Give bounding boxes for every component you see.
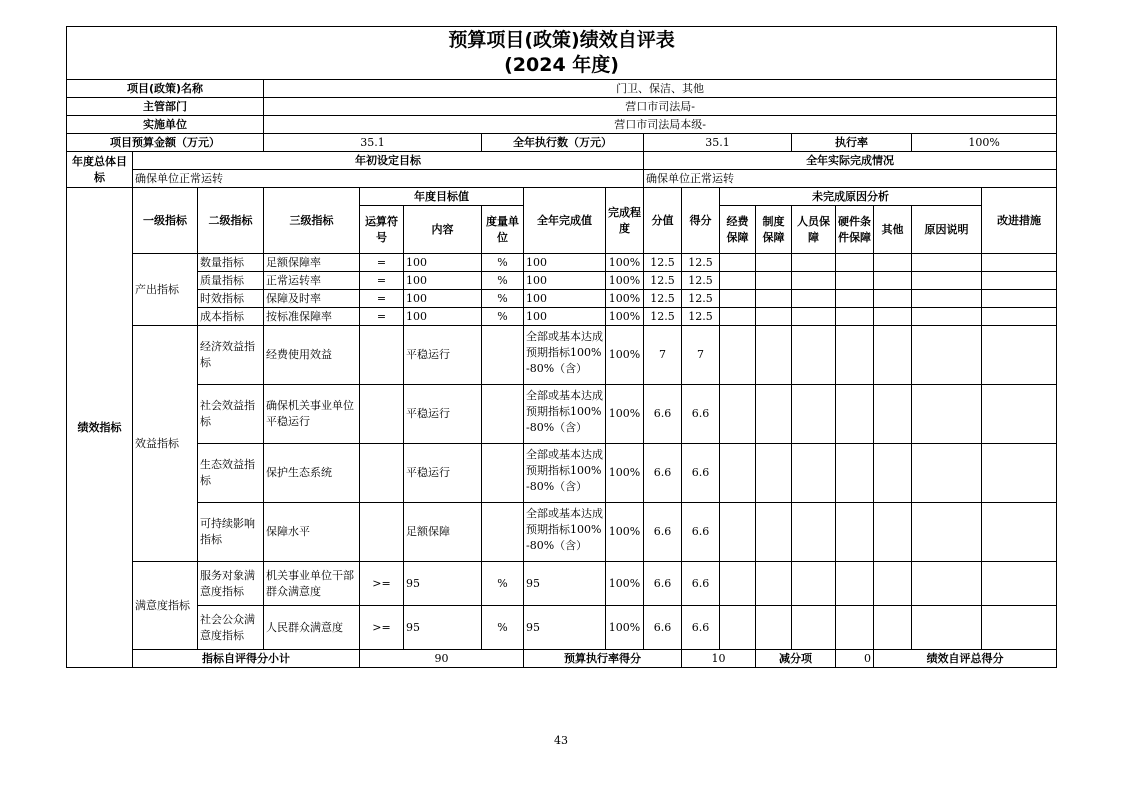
improve-cell: [982, 308, 1057, 326]
r-system-cell: [756, 254, 792, 272]
op-cell: [360, 385, 404, 444]
table-row: [67, 562, 1057, 606]
unit-cell: %: [482, 606, 524, 650]
r-funds-cell: [720, 503, 756, 562]
impl-label: 实施单位: [67, 116, 264, 134]
header-annual-target: 年度目标值: [360, 188, 524, 206]
r-explain-cell: [912, 254, 982, 272]
level3-cell: 机关事业单位干部群众满意度: [264, 562, 360, 606]
score-cell: 6.6: [682, 503, 720, 562]
level3-cell: 保障水平: [264, 503, 360, 562]
degree-cell: 100%: [606, 562, 644, 606]
unit-cell: %: [482, 254, 524, 272]
improve-cell: [982, 562, 1057, 606]
r-hardware-cell: [836, 503, 874, 562]
r-hardware-cell: [836, 444, 874, 503]
score-cell: 12.5: [682, 254, 720, 272]
score-cell: 6.6: [682, 562, 720, 606]
budget-score-value: 10: [682, 650, 756, 668]
header-completed: 全年完成值: [524, 188, 606, 254]
weight-cell: 6.6: [644, 444, 682, 503]
header-r-system: 制度保障: [756, 206, 792, 254]
title-line-1: 预算项目(政策)绩效自评表: [448, 29, 675, 51]
content-cell: 100: [404, 272, 482, 290]
table-row: [67, 385, 1057, 444]
initial-goal-text: 确保单位正常运转: [133, 170, 644, 188]
improve-cell: [982, 326, 1057, 385]
deduct-value: 0: [836, 650, 874, 668]
completed-cell-text: 全部或基本达成预期指标100%-80%（含）: [526, 448, 603, 493]
r-staff-cell: [792, 326, 836, 385]
r-explain-cell: [912, 606, 982, 650]
r-funds-cell: [720, 606, 756, 650]
score-cell: 6.6: [682, 444, 720, 503]
content-cell: 平稳运行: [404, 444, 482, 503]
improve-cell: [982, 254, 1057, 272]
r-explain-cell: [912, 308, 982, 326]
completed-cell-text: 全部或基本达成预期指标100%-80%（含）: [526, 389, 603, 434]
budget-score-label: 预算执行率得分: [524, 650, 682, 668]
op-cell: =: [360, 290, 404, 308]
header-score: 得分: [682, 188, 720, 254]
r-explain-cell: [912, 503, 982, 562]
r-system-cell: [756, 444, 792, 503]
op-cell: =: [360, 308, 404, 326]
table-row: [67, 503, 1057, 562]
r-funds-cell: [720, 326, 756, 385]
level3-cell: 经费使用效益: [264, 326, 360, 385]
level2-cell: 质量指标: [198, 272, 264, 290]
title-line-2: (2024 年度): [504, 54, 619, 76]
score-cell: 7: [682, 326, 720, 385]
header-level3: 三级指标: [264, 188, 360, 254]
level2-cell: 数量指标: [198, 254, 264, 272]
op-cell: >=: [360, 562, 404, 606]
r-system-cell: [756, 290, 792, 308]
r-funds-cell: [720, 308, 756, 326]
score-cell: 12.5: [682, 272, 720, 290]
exec-value: 35.1: [644, 134, 792, 152]
degree-cell: 100%: [606, 503, 644, 562]
completed-cell: [524, 444, 606, 503]
weight-cell: 12.5: [644, 254, 682, 272]
output-group-label: 产出指标: [133, 254, 198, 326]
budget-value: 35.1: [264, 134, 482, 152]
r-other-cell: [874, 606, 912, 650]
r-staff-cell: [792, 385, 836, 444]
initial-goal-header: 年初设定目标: [133, 152, 644, 170]
degree-cell: 100%: [606, 444, 644, 503]
improve-cell: [982, 503, 1057, 562]
r-system-cell: [756, 606, 792, 650]
level3-cell: 确保机关事业单位平稳运行: [264, 385, 360, 444]
table-row: [67, 606, 1057, 650]
content-cell: 100: [404, 254, 482, 272]
degree-cell: 100%: [606, 308, 644, 326]
r-staff-cell: [792, 254, 836, 272]
degree-cell: 100%: [606, 385, 644, 444]
unit-cell: [482, 503, 524, 562]
table-row: [67, 444, 1057, 503]
unit-cell: [482, 444, 524, 503]
r-funds-cell: [720, 385, 756, 444]
completed-cell-text: 全部或基本达成预期指标100%-80%（含）: [526, 507, 603, 552]
level3-cell: 保障及时率: [264, 290, 360, 308]
level3-cell: 正常运转率: [264, 272, 360, 290]
header-level2: 二级指标: [198, 188, 264, 254]
unit-cell: %: [482, 272, 524, 290]
project-name-value: 门卫、保洁、其他: [264, 80, 1057, 98]
completed-cell: [524, 503, 606, 562]
r-explain-cell: [912, 385, 982, 444]
completed-cell-text: 全部或基本达成预期指标100%-80%（含）: [526, 330, 603, 375]
r-staff-cell: [792, 308, 836, 326]
level2-cell: 社会效益指标: [198, 385, 264, 444]
score-cell: 12.5: [682, 308, 720, 326]
rate-value: 100%: [912, 134, 1057, 152]
degree-cell: 100%: [606, 290, 644, 308]
header-unit: 度量单位: [482, 206, 524, 254]
content-cell: 95: [404, 562, 482, 606]
improve-cell: [982, 385, 1057, 444]
level2-cell: 成本指标: [198, 308, 264, 326]
completed-cell: [524, 326, 606, 385]
r-explain-cell: [912, 290, 982, 308]
completed-cell: 100: [524, 254, 606, 272]
degree-cell: 100%: [606, 606, 644, 650]
op-cell: [360, 503, 404, 562]
degree-cell: 100%: [606, 254, 644, 272]
dept-value: 营口市司法局-: [264, 98, 1057, 116]
weight-cell: 12.5: [644, 290, 682, 308]
header-r-explain: 原因说明: [912, 206, 982, 254]
score-cell: 6.6: [682, 385, 720, 444]
header-content: 内容: [404, 206, 482, 254]
r-other-cell: [874, 308, 912, 326]
r-system-cell: [756, 562, 792, 606]
level3-cell: 人民群众满意度: [264, 606, 360, 650]
r-other-cell: [874, 272, 912, 290]
r-other-cell: [874, 562, 912, 606]
budget-label: 项目预算金额（万元）: [67, 134, 264, 152]
actual-goal-text: 确保单位正常运转: [644, 170, 1057, 188]
level2-cell: 生态效益指标: [198, 444, 264, 503]
r-system-cell: [756, 385, 792, 444]
r-hardware-cell: [836, 385, 874, 444]
r-other-cell: [874, 385, 912, 444]
header-r-staff: 人员保障: [792, 206, 836, 254]
r-funds-cell: [720, 444, 756, 503]
r-system-cell: [756, 326, 792, 385]
subtotal-value: 90: [360, 650, 524, 668]
r-hardware-cell: [836, 272, 874, 290]
r-staff-cell: [792, 444, 836, 503]
satisfaction-group-label: 满意度指标: [133, 562, 198, 650]
weight-cell: 6.6: [644, 606, 682, 650]
level3-cell: 足额保障率: [264, 254, 360, 272]
level2-cell: 服务对象满意度指标: [198, 562, 264, 606]
r-other-cell: [874, 254, 912, 272]
header-reason: 未完成原因分析: [720, 188, 982, 206]
rate-label: 执行率: [792, 134, 912, 152]
op-cell: [360, 444, 404, 503]
level3-cell: 保护生态系统: [264, 444, 360, 503]
score-cell: 6.6: [682, 606, 720, 650]
table-row: [67, 272, 1057, 290]
actual-goal-header: 全年实际完成情况: [644, 152, 1057, 170]
unit-cell: %: [482, 562, 524, 606]
content-cell: 足额保障: [404, 503, 482, 562]
r-staff-cell: [792, 562, 836, 606]
content-cell: 平稳运行: [404, 326, 482, 385]
header-r-hardware: 硬件条件保障: [836, 206, 874, 254]
table-row: [67, 308, 1057, 326]
op-cell: =: [360, 254, 404, 272]
content-cell: 平稳运行: [404, 385, 482, 444]
r-hardware-cell: [836, 290, 874, 308]
project-name-label: 项目(政策)名称: [67, 80, 264, 98]
completed-cell: 100: [524, 308, 606, 326]
r-system-cell: [756, 308, 792, 326]
header-op: 运算符号: [360, 206, 404, 254]
level2-cell: 经济效益指标: [198, 326, 264, 385]
weight-cell: 6.6: [644, 562, 682, 606]
r-explain-cell: [912, 562, 982, 606]
unit-cell: [482, 385, 524, 444]
weight-cell: 12.5: [644, 308, 682, 326]
table-title: [67, 27, 1057, 80]
exec-label: 全年执行数（万元）: [482, 134, 644, 152]
total-label: 绩效自评总得分: [874, 650, 1057, 668]
r-hardware-cell: [836, 326, 874, 385]
improve-cell: [982, 290, 1057, 308]
improve-cell: [982, 606, 1057, 650]
table-row: [67, 326, 1057, 385]
header-r-funds: 经费保障: [720, 206, 756, 254]
r-staff-cell: [792, 290, 836, 308]
r-system-cell: [756, 272, 792, 290]
weight-cell: 7: [644, 326, 682, 385]
r-staff-cell: [792, 272, 836, 290]
r-other-cell: [874, 444, 912, 503]
improve-cell: [982, 444, 1057, 503]
subtotal-label: 指标自评得分小计: [133, 650, 360, 668]
r-staff-cell: [792, 606, 836, 650]
op-cell: =: [360, 272, 404, 290]
r-funds-cell: [720, 272, 756, 290]
level2-cell: 社会公众满意度指标: [198, 606, 264, 650]
content-cell: 95: [404, 606, 482, 650]
r-hardware-cell: [836, 308, 874, 326]
r-system-cell: [756, 503, 792, 562]
level2-cell: 时效指标: [198, 290, 264, 308]
improve-cell: [982, 272, 1057, 290]
r-funds-cell: [720, 562, 756, 606]
unit-cell: [482, 326, 524, 385]
completed-cell: [524, 385, 606, 444]
header-improve: 改进措施: [982, 188, 1057, 254]
level3-cell: 按标准保障率: [264, 308, 360, 326]
weight-cell: 6.6: [644, 503, 682, 562]
content-cell: 100: [404, 290, 482, 308]
op-cell: >=: [360, 606, 404, 650]
impl-value: 营口市司法局本级-: [264, 116, 1057, 134]
score-cell: 12.5: [682, 290, 720, 308]
table-row: [67, 254, 1057, 272]
weight-cell: 6.6: [644, 385, 682, 444]
r-explain-cell: [912, 326, 982, 385]
unit-cell: %: [482, 308, 524, 326]
perf-indicators-label: 绩效指标: [67, 188, 133, 668]
header-weight: 分值: [644, 188, 682, 254]
header-level1: 一级指标: [133, 188, 198, 254]
r-hardware-cell: [836, 606, 874, 650]
header-r-other: 其他: [874, 206, 912, 254]
deduct-label: 减分项: [756, 650, 836, 668]
dept-label: 主管部门: [67, 98, 264, 116]
r-explain-cell: [912, 272, 982, 290]
r-other-cell: [874, 326, 912, 385]
r-hardware-cell: [836, 562, 874, 606]
goals-label: 年度总体目标: [67, 152, 133, 188]
r-explain-cell: [912, 444, 982, 503]
r-staff-cell: [792, 503, 836, 562]
completed-cell: 95: [524, 562, 606, 606]
op-cell: [360, 326, 404, 385]
r-funds-cell: [720, 254, 756, 272]
degree-cell: 100%: [606, 272, 644, 290]
table-row: [67, 290, 1057, 308]
content-cell: 100: [404, 308, 482, 326]
performance-table: [66, 26, 1057, 668]
unit-cell: %: [482, 290, 524, 308]
completed-cell: 95: [524, 606, 606, 650]
level2-cell: 可持续影响指标: [198, 503, 264, 562]
r-other-cell: [874, 290, 912, 308]
completed-cell: 100: [524, 290, 606, 308]
benefit-group-label: 效益指标: [133, 326, 198, 562]
header-degree: 完成程度: [606, 188, 644, 254]
r-funds-cell: [720, 290, 756, 308]
r-other-cell: [874, 503, 912, 562]
page-number: 43: [554, 734, 568, 747]
weight-cell: 12.5: [644, 272, 682, 290]
degree-cell: 100%: [606, 326, 644, 385]
completed-cell: 100: [524, 272, 606, 290]
r-hardware-cell: [836, 254, 874, 272]
